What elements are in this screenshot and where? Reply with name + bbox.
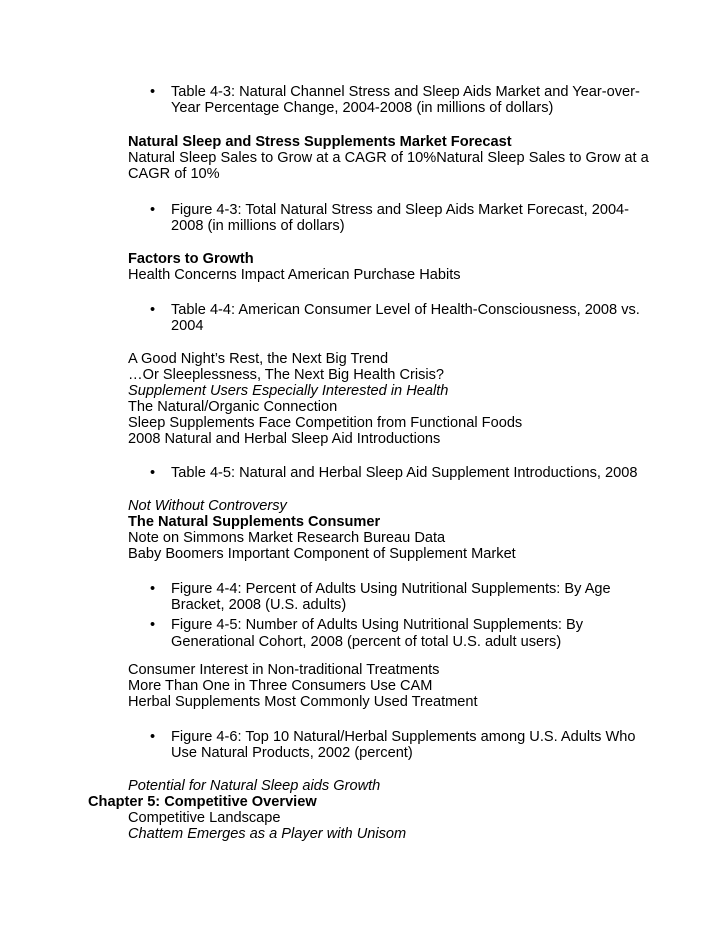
natural-organic-line: The Natural/Organic Connection <box>128 399 338 415</box>
simmons-note-line: Note on Simmons Market Research Bureau Data <box>128 530 446 546</box>
chapter-heading: Chapter 5: Competitive Overview <box>88 794 317 810</box>
section-heading-forecast: Natural Sleep and Stress Supplements Market Forecast <box>128 134 512 150</box>
bullet-list-figure-4-6 <box>128 729 648 765</box>
list-item-text: Figure 4-3: Total Natural Stress and Sleep Aids Market Forecast, 2004-2008 (in millions of dollars) <box>171 202 630 235</box>
list-item <box>128 302 648 334</box>
competitive-landscape-line: Competitive Landscape <box>128 810 281 826</box>
list-item-text: Figure 4-5: Number of Adults Using Nutritional Supplements: By Generational Cohort, 2008 (percent of total U.S. adult users) <box>171 617 584 650</box>
section-heading-factors: Factors to Growth <box>128 251 254 267</box>
supplement-users-line: Supplement Users Especially Interested in Health <box>128 383 449 399</box>
bullet-list-figures-4-4-4-5 <box>128 581 648 654</box>
list-item-text: Figure 4-4: Percent of Adults Using Nutritional Supplements: By Age Bracket, 2008 (U.S. adults) <box>171 581 611 614</box>
list-item <box>128 202 648 234</box>
bullet-list-table-4-3 <box>128 84 648 120</box>
bullet-icon: • <box>150 202 156 218</box>
chattem-line: Chattem Emerges as a Player with Unisom <box>128 826 407 842</box>
more-than-one-line: More Than One in Three Consumers Use CAM <box>128 678 433 694</box>
bullet-icon: • <box>150 302 156 318</box>
bullet-icon: • <box>150 617 156 634</box>
baby-boomers-line: Baby Boomers Important Component of Supplement Market <box>128 546 516 562</box>
herbal-most-line: Herbal Supplements Most Commonly Used Treatment <box>128 694 478 710</box>
consumer-interest-line: Consumer Interest in Non-traditional Treatments <box>128 662 440 678</box>
list-item-text: Figure 4-6: Top 10 Natural/Herbal Supplements among U.S. Adults Who Use Natural Products, 2002 (percent) <box>171 729 636 762</box>
list-item-text: Table 4-5: Natural and Herbal Sleep Aid Supplement Introductions, 2008 <box>171 465 638 481</box>
bullet-icon: • <box>150 729 156 745</box>
list-item <box>128 465 648 481</box>
face-competition-line: Sleep Supplements Face Competition from Functional Foods <box>128 415 523 431</box>
bullet-icon: • <box>150 84 156 100</box>
list-item-text: Table 4-4: American Consumer Level of Health-Consciousness, 2008 vs. 2004 <box>171 302 640 335</box>
sleeplessness-line: …Or Sleeplessness, The Next Big Health Crisis? <box>128 367 445 383</box>
forecast-subheading-line-1: Natural Sleep Sales to Grow at a CAGR of 10%Natural Sleep Sales to Grow at a <box>128 150 649 166</box>
bullet-icon: • <box>150 581 156 597</box>
forecast-subheading-line-2: CAGR of 10% <box>128 166 220 182</box>
list-item <box>128 84 648 116</box>
factors-subheading: Health Concerns Impact American Purchase Habits <box>128 267 461 283</box>
list-item <box>128 581 648 613</box>
list-item-text: Table 4-3: Natural Channel Stress and Sleep Aids Market and Year-over-Year Percentage Change, 2004-2008 (in millions of dollars) <box>171 84 640 117</box>
good-night-line: A Good Night’s Rest, the Next Big Trend <box>128 351 389 367</box>
list-item <box>128 617 648 649</box>
list-item <box>128 729 648 761</box>
introductions-line: 2008 Natural and Herbal Sleep Aid Introductions <box>128 431 441 447</box>
bullet-icon: • <box>150 465 156 481</box>
bullet-list-figure-4-3 <box>128 202 648 238</box>
section-heading-consumer: The Natural Supplements Consumer <box>128 514 381 530</box>
not-without-line: Not Without Controversy <box>128 498 287 514</box>
potential-line: Potential for Natural Sleep aids Growth <box>128 778 381 794</box>
bullet-list-table-4-4 <box>128 302 648 338</box>
bullet-list-table-4-5 <box>128 465 648 485</box>
